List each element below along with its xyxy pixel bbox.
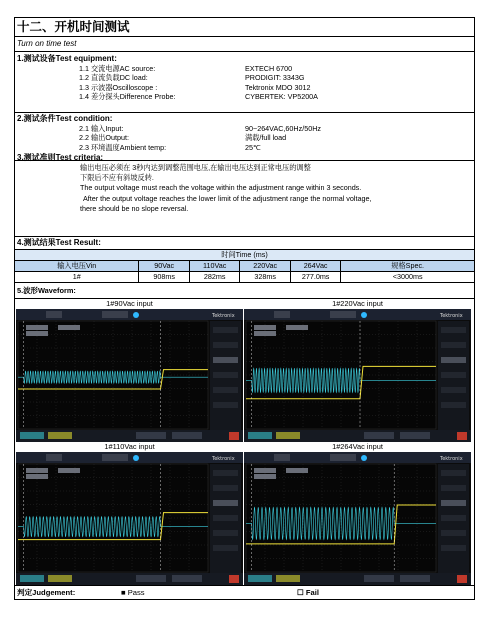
- equipment-value: Tektronix MDO 3012: [245, 82, 311, 92]
- table-cell: 328ms: [240, 272, 290, 283]
- svg-text:Tektronix: Tektronix: [212, 456, 235, 462]
- equipment-value: CYBERTEK: VP5200A: [245, 91, 318, 101]
- condition-label: 2.1 输入Input:: [79, 124, 124, 133]
- criteria-block: [15, 161, 474, 237]
- waveform-grid: [15, 299, 474, 585]
- condition-block: [15, 113, 474, 161]
- table-cell: 908ms: [139, 272, 189, 283]
- equipment-value: PRODIGIT: 3343G: [245, 73, 305, 83]
- equipment-row: [15, 73, 474, 82]
- section-subtitle: Turn on time test: [15, 37, 474, 52]
- equipment-block: [15, 52, 474, 113]
- equipment-label: 1.3 示波器Oscilloscope :: [79, 82, 158, 92]
- equipment-row: [15, 83, 474, 92]
- result-table: [15, 250, 474, 282]
- criteria-line: 输出电压必须在 3秒内达到调整范围电压,在输出电压达到正常电压的调整: [80, 163, 311, 172]
- checked-box-icon: ■: [121, 588, 128, 597]
- condition-label: 2.3 环境温度Ambient temp:: [79, 142, 167, 152]
- pass-option[interactable]: ■ Pass: [121, 588, 145, 597]
- fail-option[interactable]: ☐ Fail: [297, 588, 320, 597]
- equipment-heading: 1.测试设备Test equipment:: [17, 54, 117, 63]
- svg-text:Tektronix: Tektronix: [440, 456, 463, 462]
- condition-heading: 2.测试条件Test condition:: [17, 114, 113, 123]
- scope-caption: 1#90Vac input: [106, 299, 153, 308]
- section-title: 十二、开机时间测试: [15, 18, 474, 37]
- scope-caption: 1#264Vac input: [332, 442, 383, 451]
- column-header: 264Vac: [290, 261, 340, 272]
- criteria-line: there should be no slope reversal.: [80, 203, 189, 213]
- scope-image-264vac: [244, 452, 471, 585]
- condition-value: 90~264VAC,60Hz/50Hz: [245, 124, 321, 133]
- equipment-row: [15, 64, 474, 73]
- condition-value: 25℃: [245, 142, 262, 152]
- condition-row: [15, 133, 474, 142]
- table-cell: 282ms: [189, 272, 239, 283]
- column-header: 90Vac: [139, 261, 189, 272]
- criteria-heading: 3.测试准则Test criteria:: [17, 152, 104, 162]
- equipment-value: EXTECH 6700: [245, 64, 293, 73]
- equipment-label: 1.1 交流电源AC source:: [79, 64, 156, 73]
- column-header: 输入电压Vin: [15, 261, 139, 272]
- table-cell: 1#: [15, 272, 139, 283]
- judgement-row: [15, 585, 474, 599]
- table-cell: <3000ms: [341, 272, 474, 283]
- svg-text:Tektronix: Tektronix: [212, 313, 235, 319]
- result-table-wrap: [15, 250, 474, 283]
- condition-row: [15, 143, 474, 152]
- scope-caption: 1#220Vac input: [332, 299, 383, 308]
- criteria-line: After the output voltage reaches the lower limit of the adjustment range the normal voltage,: [83, 193, 372, 203]
- table-cell: 277.0ms: [290, 272, 340, 283]
- criteria-line: The output voltage must reach the voltage within the adjustment range within 3 seconds.: [80, 183, 362, 193]
- column-header: 110Vac: [189, 261, 239, 272]
- empty-box-icon: ☐: [297, 588, 306, 597]
- scope-image-110vac: [16, 452, 243, 585]
- scope-image-90vac: [16, 309, 243, 442]
- column-header: 规格Spec.: [341, 261, 474, 272]
- result-heading: 4.测试结果Test Result:: [15, 237, 474, 250]
- column-header: 220Vac: [240, 261, 290, 272]
- equipment-label: 1.4 差分探头Difference Probe:: [79, 91, 176, 101]
- judgement-label: 判定Judgement:: [17, 588, 76, 597]
- time-header: 时间Time (ms): [15, 250, 474, 261]
- svg-text:Tektronix: Tektronix: [440, 313, 463, 319]
- report-sheet: [14, 17, 475, 600]
- waveform-heading: 5.波形Waveform:: [15, 283, 474, 299]
- criteria-line: 下限后不应有斜坡反转.: [80, 173, 154, 183]
- condition-value: 满载/full load: [245, 133, 287, 143]
- equipment-label: 1.2 直流负载DC load:: [79, 73, 148, 83]
- scope-image-220vac: [244, 309, 471, 442]
- equipment-row: [15, 92, 474, 101]
- condition-row: [15, 124, 474, 133]
- scope-caption: 1#110Vac input: [104, 442, 155, 451]
- condition-label: 2.2 输出Output:: [79, 133, 129, 143]
